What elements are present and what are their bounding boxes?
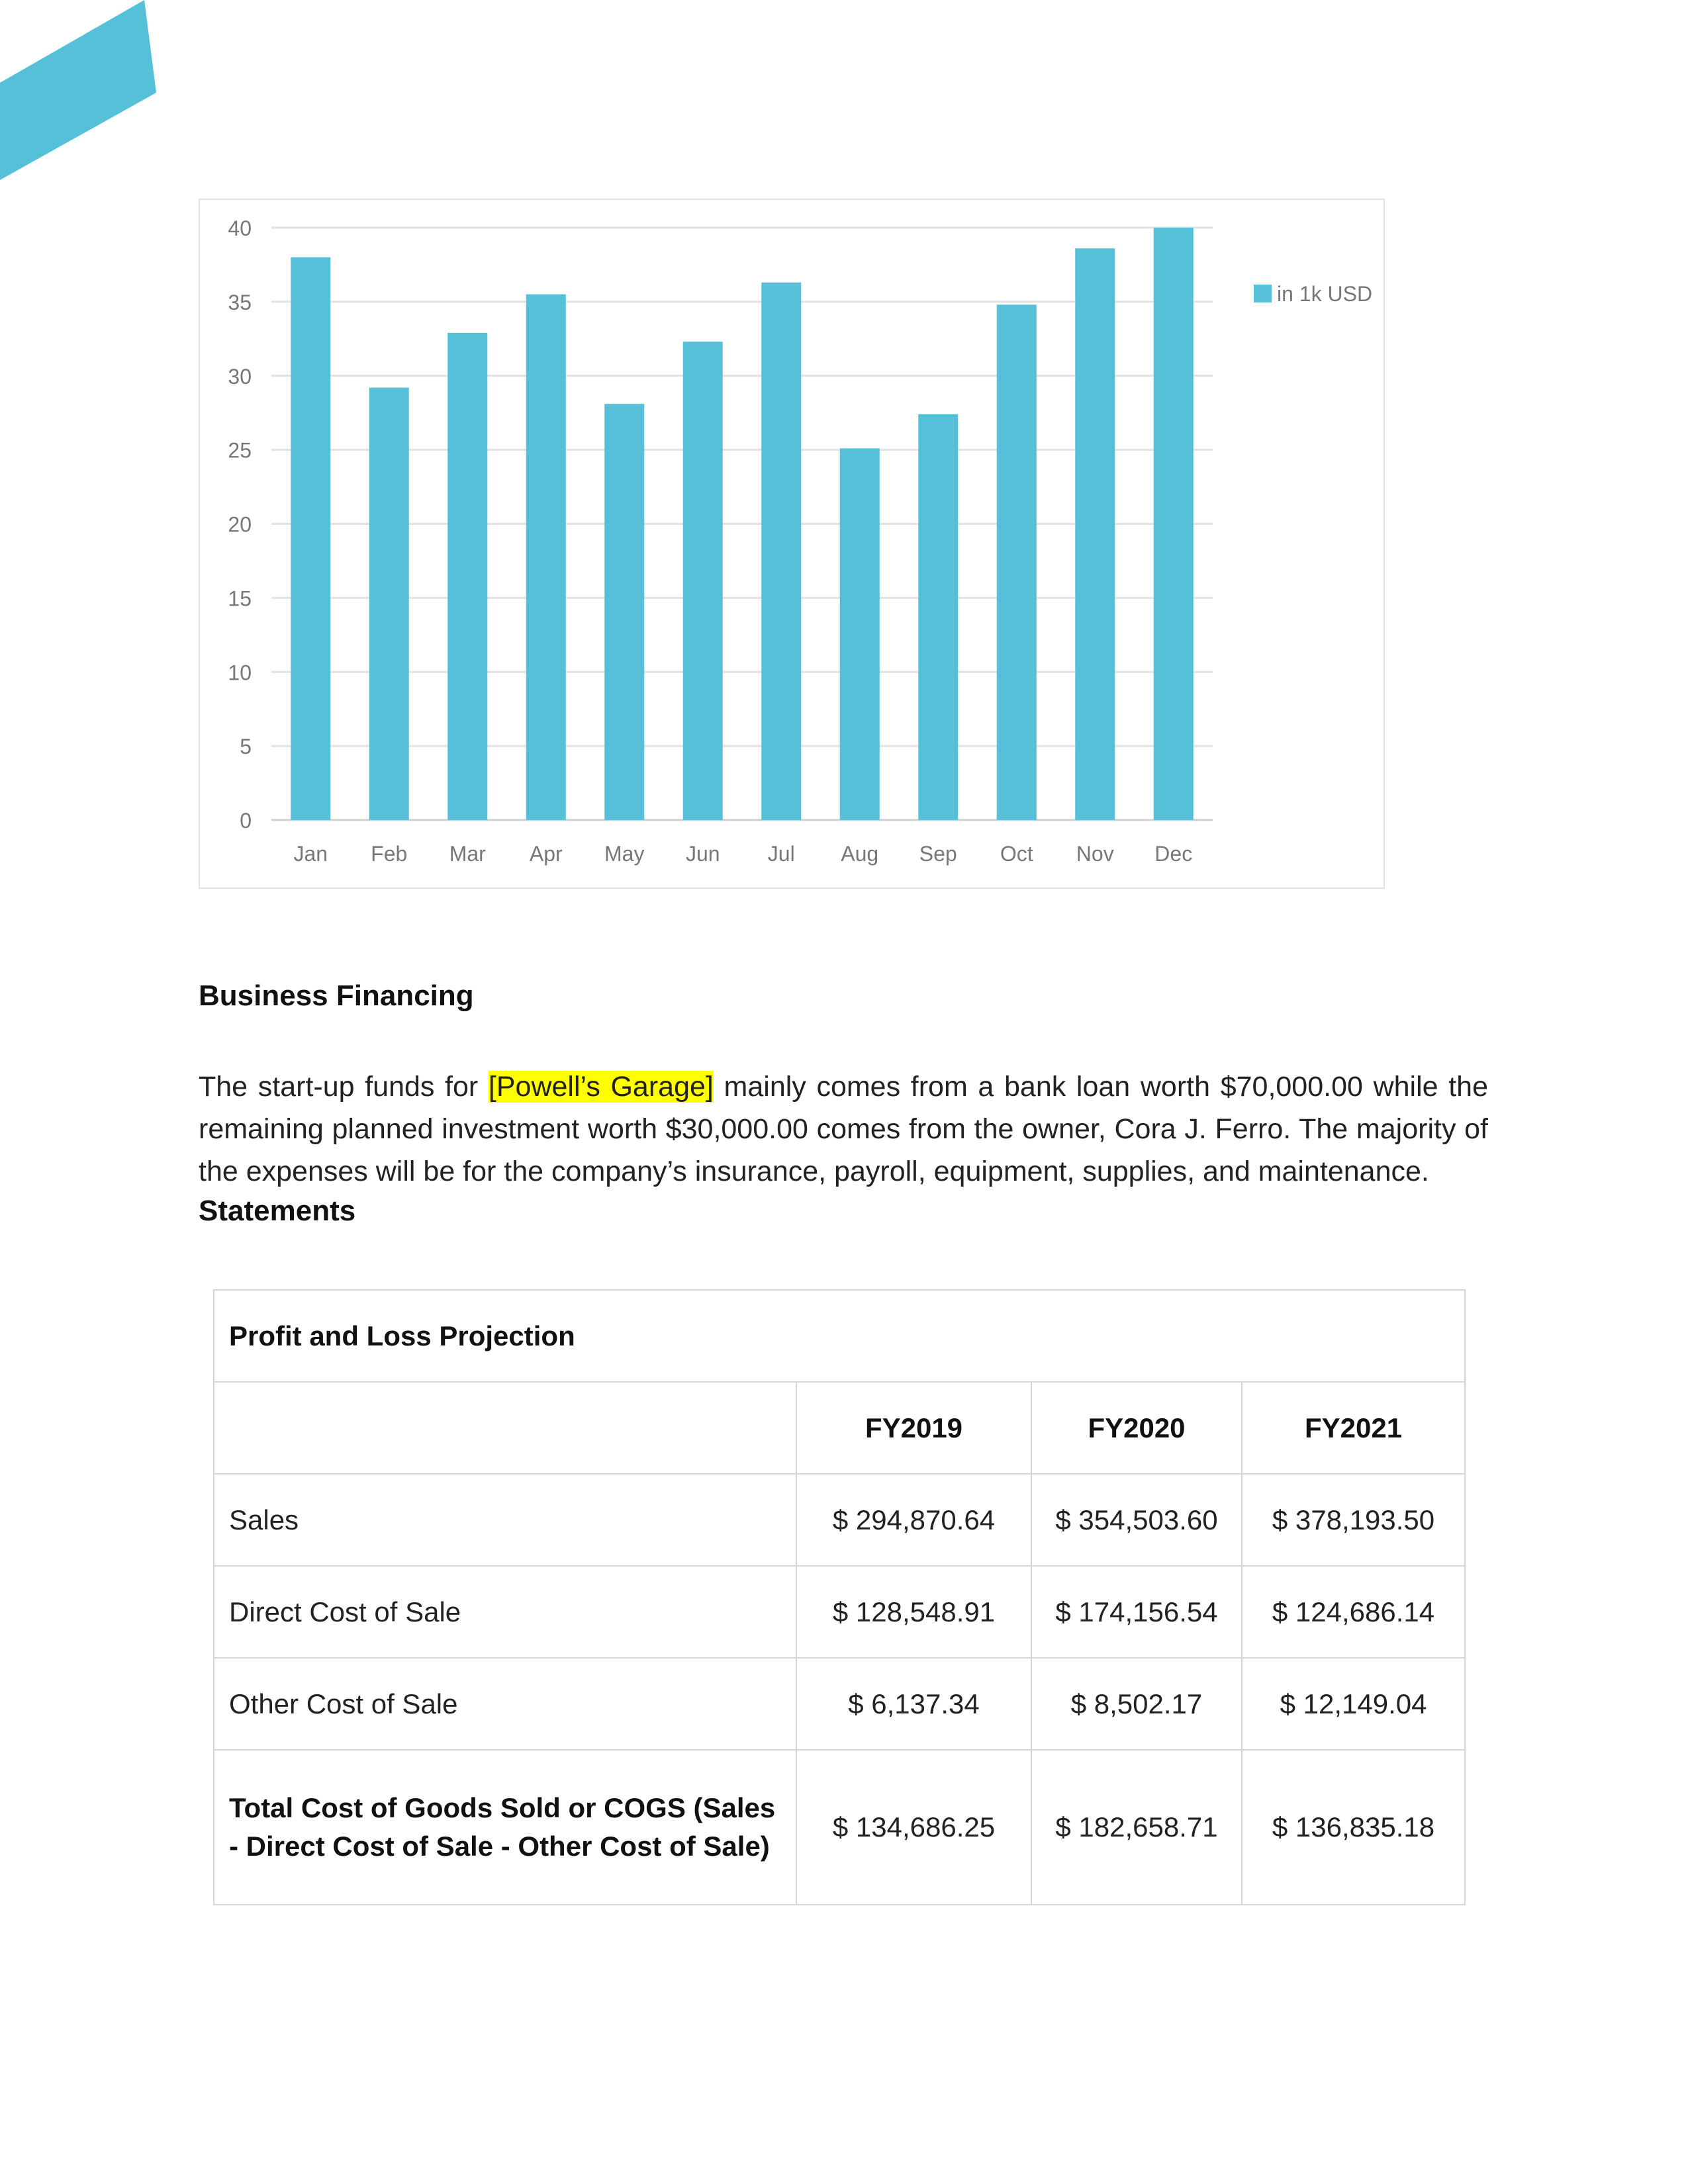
financing-text-end: mainly comes from a bank loan worth $70,000.00 while the remaining planned investment worth $30,000.00 comes from the owner, Cora J. Ferro. The majority of the expenses will be for the company’s insurance, payroll, equipment, supplies, and maintenance. [199,1071,1489,1187]
x-tick-label: Feb [371,842,408,866]
company-name-highlight: [Powell’s Garage] [488,1071,714,1103]
monthly-bar-chart [199,199,1385,889]
table-cell: $ 12,149.04 [1242,1658,1465,1750]
x-tick-label: Jul [767,842,795,866]
profit-loss-table [213,1289,1466,1905]
legend-swatch [1254,285,1272,302]
statements-heading: Statements [199,1195,356,1227]
y-tick-label: 0 [240,809,252,833]
table-cell: $ 294,870.64 [796,1474,1031,1566]
row-label-total: Total Cost of Goods Sold or COGS (Sales - Direct Cost of Sale - Other Cost of Sale) [214,1750,796,1905]
bar-jul [761,283,801,820]
x-tick-label: Sep [919,842,957,866]
column-header-fy2019: FY2019 [796,1382,1031,1474]
column-header-fy2020: FY2020 [1031,1382,1242,1474]
bar-oct [997,304,1037,820]
bar-mar [447,333,487,820]
y-tick-label: 20 [228,512,252,537]
y-tick-label: 30 [228,364,252,388]
table-row [214,1566,1465,1658]
x-tick-label: Jun [685,842,720,866]
y-tick-label: 15 [228,586,252,611]
table-row [214,1474,1465,1566]
y-tick-label: 35 [228,290,252,314]
table-cell: $ 174,156.54 [1031,1566,1242,1658]
table-cell: $ 378,193.50 [1242,1474,1465,1566]
x-tick-label: Aug [841,842,879,866]
x-tick-label: Apr [529,842,563,866]
x-tick-label: Nov [1076,842,1114,866]
y-tick-label: 25 [228,438,252,463]
table-cell: $ 134,686.25 [796,1750,1031,1905]
table-cell: $ 354,503.60 [1031,1474,1242,1566]
row-label: Sales [214,1474,796,1566]
y-tick-label: 10 [228,660,252,685]
table-title: Profit and Loss Projection [214,1290,1465,1382]
x-tick-label: Mar [449,842,486,866]
y-tick-label: 5 [240,735,252,759]
bar-dec [1154,228,1194,820]
legend-label: in 1k USD [1277,282,1373,306]
table-cell: $ 136,835.18 [1242,1750,1465,1905]
table-row-total [214,1750,1465,1905]
y-tick-label: 40 [228,216,252,240]
table-header-row [214,1382,1465,1474]
table-cell: $ 8,502.17 [1031,1658,1242,1750]
corner-accent-shape [0,0,172,192]
financing-text-start: The start-up funds for [199,1071,489,1103]
business-financing-heading: Business Financing [199,979,474,1012]
x-tick-label: Dec [1154,842,1193,866]
header-empty-cell [214,1382,796,1474]
x-tick-label: Jan [293,842,328,866]
bar-may [604,404,644,820]
bar-nov [1075,248,1115,820]
table-row [214,1658,1465,1750]
financing-paragraph [199,1066,1488,1193]
x-tick-label: Oct [1000,842,1033,866]
chart-canvas [200,200,1383,887]
bar-aug [840,448,880,820]
row-label: Direct Cost of Sale [214,1566,796,1658]
table-cell: $ 182,658.71 [1031,1750,1242,1905]
bar-jan [291,257,330,820]
bar-sep [918,414,958,820]
table-cell: $ 128,548.91 [796,1566,1031,1658]
x-tick-label: May [604,842,645,866]
bar-jun [683,341,723,820]
row-label: Other Cost of Sale [214,1658,796,1750]
bar-apr [526,295,566,820]
table-title-row [214,1290,1465,1382]
table-cell: $ 124,686.14 [1242,1566,1465,1658]
column-header-fy2021: FY2021 [1242,1382,1465,1474]
bar-feb [369,388,409,820]
table-cell: $ 6,137.34 [796,1658,1031,1750]
